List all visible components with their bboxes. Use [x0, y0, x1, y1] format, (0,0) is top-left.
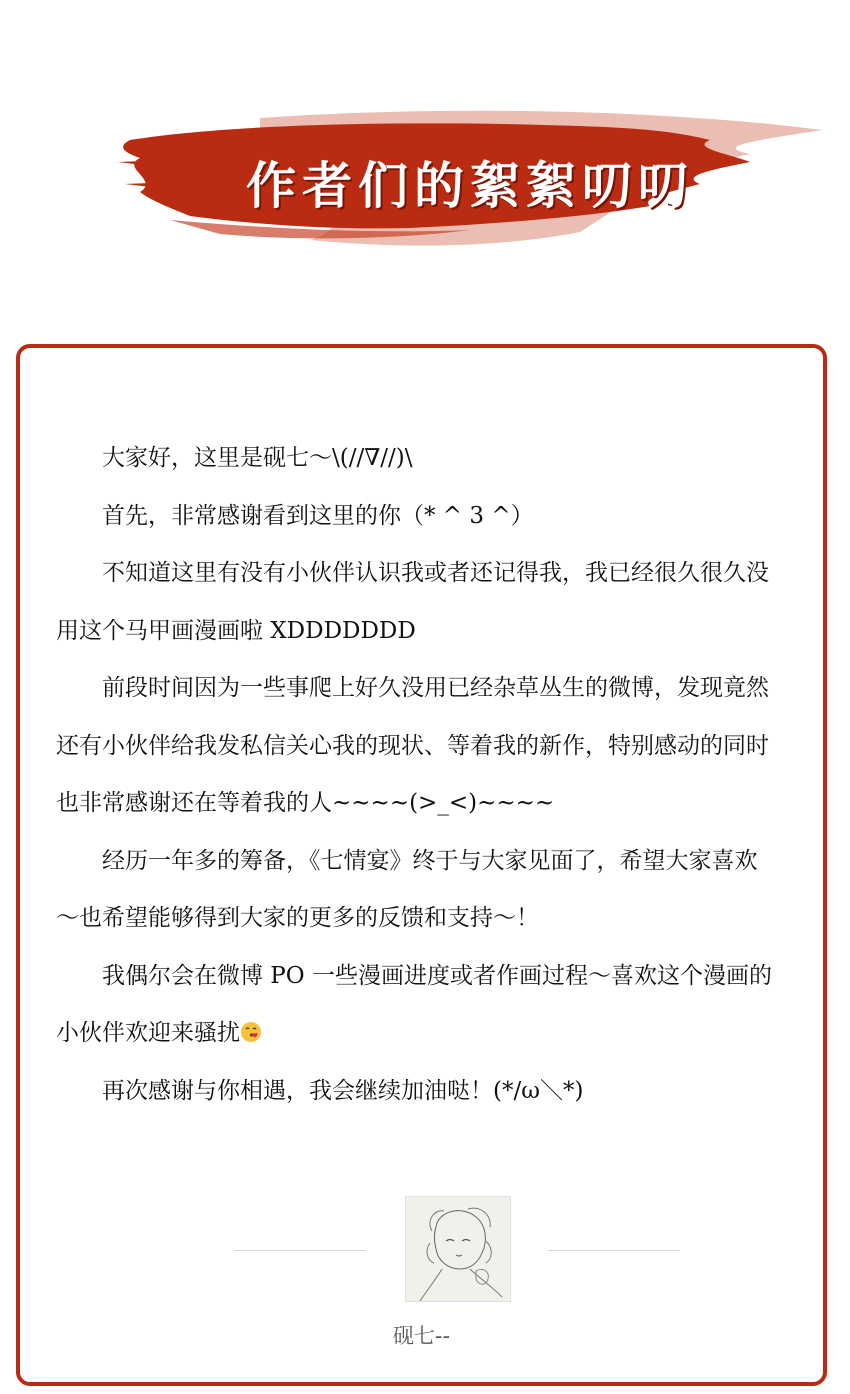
banner-title: 作者们的絮絮叨叨	[246, 156, 694, 215]
author-signature: 砚七--	[392, 1324, 451, 1348]
letter-card	[16, 344, 827, 1386]
kissing-face-icon	[240, 1021, 262, 1043]
author-section	[20, 1196, 823, 1356]
paragraph-weibo: 前段时间因为一些事爬上好久没用已经杂草丛生的微博，发现竟然还有小伙伴给我发私信关心我的现状、等着我的新作，特别感动的同时也非常感谢还在等着我的人~~~~(>_<)~~~~	[56, 675, 769, 816]
paragraph-thanks: 首先，非常感谢看到这里的你（* ^ 3 ^）	[102, 502, 534, 529]
paragraph-greeting: 大家好，这里是砚七～\(//∇//)\	[102, 445, 413, 471]
sketch-portrait-icon	[405, 1196, 511, 1302]
divider-left	[234, 1250, 366, 1251]
paragraph-release: 经历一年多的筹备，《七情宴》终于与大家见面了，希望大家喜欢～也希望能够得到大家的更多的反馈和支持～！	[56, 847, 758, 931]
paragraph-closing: 再次感谢与你相遇，我会继续加油哒！(*/ω＼*)	[102, 1077, 584, 1104]
paragraph-intro: 不知道这里有没有小伙伴认识我或者还记得我，我已经很久很久没用这个马甲画漫画啦 XDDDDDDD	[56, 560, 769, 644]
paragraph-updates-text: 我偶尔会在微博 PO 一些漫画进度或者作画过程～喜欢这个漫画的小伙伴欢迎来骚扰	[56, 962, 772, 1046]
divider-right	[548, 1250, 680, 1251]
paragraph-updates	[56, 948, 778, 1063]
header-banner	[110, 100, 830, 260]
letter-body	[56, 430, 778, 1120]
